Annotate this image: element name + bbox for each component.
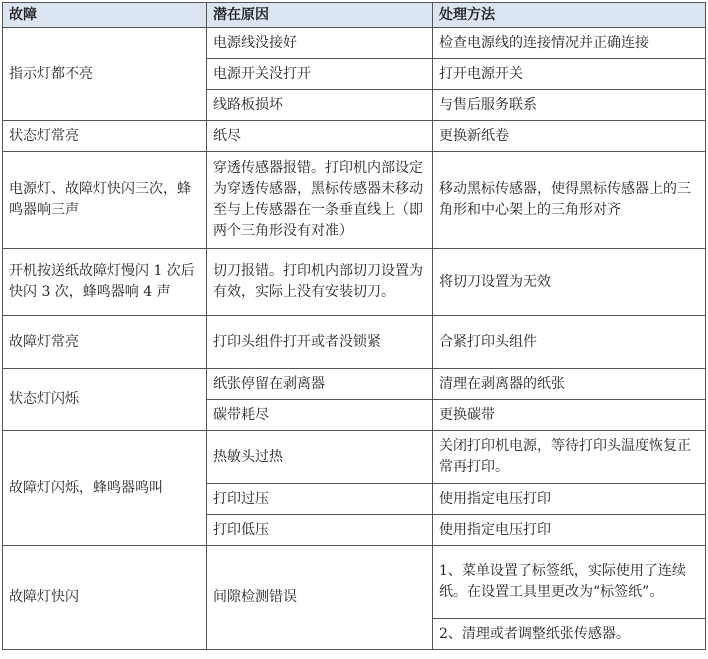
table-row	[3, 152, 706, 249]
cause-cell: 打印头组件打开或者没锁紧	[207, 316, 433, 369]
fault-cell: 电源灯、故障灯快闪三次，蜂鸣器响三声	[3, 152, 207, 249]
cause-cell: 打印过压	[207, 484, 433, 515]
header-solution: 处理方法	[433, 3, 706, 28]
fault-cell: 状态灯闪烁	[3, 369, 207, 431]
cause-cell: 间隙检测错误	[207, 546, 433, 650]
solution-cell: 将切刀设置为无效	[433, 249, 706, 316]
solution-cell: 使用指定电压打印	[433, 484, 706, 515]
fault-cell: 故障灯快闪	[3, 546, 207, 650]
fault-cell: 指示灯都不亮	[3, 28, 207, 121]
solution-cell: 更换新纸卷	[433, 121, 706, 152]
table-row	[3, 546, 706, 619]
solution-cell: 合紧打印头组件	[433, 316, 706, 369]
cause-cell: 线路板损坏	[207, 90, 433, 121]
troubleshooting-table	[2, 2, 706, 650]
header-fault: 故障	[3, 3, 207, 28]
cause-cell: 纸张停留在剥离器	[207, 369, 433, 400]
cause-cell: 热敏头过热	[207, 431, 433, 484]
cause-cell: 穿透传感器报错。打印机内部设定为穿透传感器，黑标传感器未移动至与上传感器在一条垂直线上（即两个三角形没有对准）	[207, 152, 433, 249]
header-cause: 潜在原因	[207, 3, 433, 28]
table-row	[3, 121, 706, 152]
solution-cell: 打开电源开关	[433, 59, 706, 90]
cause-cell: 电源开关没打开	[207, 59, 433, 90]
table-row	[3, 369, 706, 400]
cause-cell: 电源线没接好	[207, 28, 433, 59]
cause-cell: 打印低压	[207, 515, 433, 546]
table-row	[3, 316, 706, 369]
solution-cell: 更换碳带	[433, 400, 706, 431]
table-row	[3, 249, 706, 316]
table-row	[3, 28, 706, 59]
solution-cell: 1、菜单设置了标签纸，实际使用了连续纸。在设置工具里更改为“标签纸”。	[433, 546, 706, 619]
solution-cell: 移动黑标传感器，使得黑标传感器上的三角形和中心架上的三角形对齐	[433, 152, 706, 249]
cause-cell: 纸尽	[207, 121, 433, 152]
solution-cell: 检查电源线的连接情况并正确连接	[433, 28, 706, 59]
cause-cell: 碳带耗尽	[207, 400, 433, 431]
solution-cell: 2、清理或者调整纸张传感器。	[433, 619, 706, 650]
fault-cell: 故障灯闪烁，蜂鸣器鸣叫	[3, 431, 207, 546]
fault-cell: 故障灯常亮	[3, 316, 207, 369]
solution-cell: 清理在剥离器的纸张	[433, 369, 706, 400]
solution-cell: 使用指定电压打印	[433, 515, 706, 546]
solution-cell: 与售后服务联系	[433, 90, 706, 121]
table-header-row	[3, 3, 706, 28]
solution-cell: 关闭打印机电源，等待打印头温度恢复正常再打印。	[433, 431, 706, 484]
fault-cell: 开机按送纸故障灯慢闪 1 次后快闪 3 次，蜂鸣器响 4 声	[3, 249, 207, 316]
fault-cell: 状态灯常亮	[3, 121, 207, 152]
table-row	[3, 431, 706, 484]
cause-cell: 切刀报错。打印机内部切刀设置为有效，实际上没有安装切刀。	[207, 249, 433, 316]
